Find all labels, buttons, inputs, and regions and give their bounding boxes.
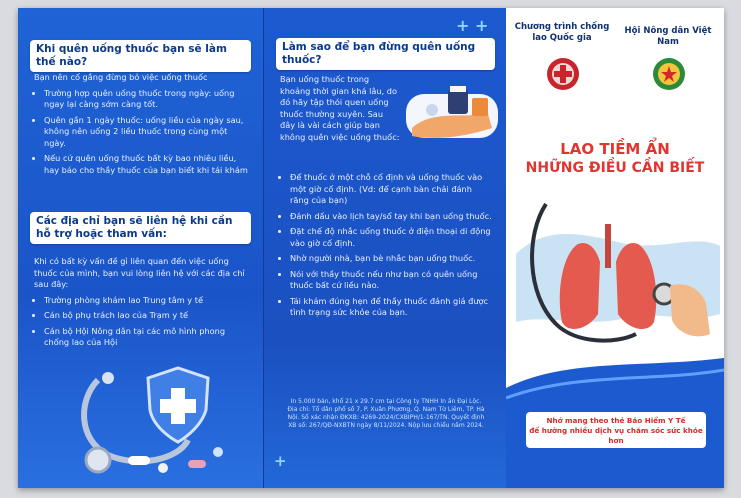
forgot-medication-heading: Khi quên uống thuốc bạn sẽ làm thế nào? bbox=[30, 40, 251, 72]
list-item: • Trường hợp quên uống thuốc trong ngày: uống ngay lại càng sớm càng tốt. bbox=[44, 88, 248, 111]
plus-decoration-icon: + bbox=[274, 452, 287, 470]
remember-intro: Bạn uống thuốc trong khoảng thời gian khá lâu, do đó hãy tập thói quen uống thuốc thường xuyên. Sau đây là vài cách giúp bạn không quên việc uống thuốc: bbox=[280, 74, 400, 142]
org-farmers-name: Hội Nông dân Việt Nam bbox=[624, 26, 712, 47]
org-ntp-name: Chương trình chống lao Quốc gia bbox=[514, 22, 610, 43]
brochure-sheet bbox=[18, 8, 724, 488]
tips-list bbox=[280, 172, 492, 319]
medical-illustration bbox=[68, 360, 238, 480]
list-item: • Quên gần 1 ngày thuốc: uống liều của ngày sau, không nên uống 2 liều thuốc trong cùng một ngày. bbox=[44, 115, 248, 150]
lungs-stethoscope-illustration bbox=[506, 194, 724, 370]
contacts-list bbox=[34, 295, 248, 349]
list-item: • Nhờ người nhà, bạn bè nhắc bạn uống thuốc. bbox=[290, 253, 492, 265]
contacts-intro: Khi có bất kỳ vấn đề gì liên quan đến việc uống thuốc của mình, bạn vui lòng liên hệ với các địa chỉ sau đây: bbox=[34, 256, 245, 289]
list-item: • Đặt chế độ nhắc uống thuốc ở điện thoại di động vào giờ cố định. bbox=[290, 226, 492, 249]
forgot-list bbox=[34, 88, 248, 177]
contacts-text bbox=[34, 256, 248, 353]
remember-tips bbox=[280, 172, 492, 323]
list-item: • Nói với thầy thuốc nếu như bạn có quên uống thuốc bất cứ liều nào. bbox=[290, 269, 492, 292]
medicine-bottle-icon bbox=[448, 90, 468, 114]
stethoscope-ear-icon bbox=[102, 372, 114, 384]
cover-title-line1: LAO TIỀM ẨN bbox=[560, 140, 670, 158]
stethoscope-chest-icon bbox=[86, 448, 110, 472]
forgot-medication-text bbox=[34, 72, 248, 180]
ntp-logo-icon bbox=[546, 56, 580, 92]
slogan-line2: để hưởng nhiều dịch vụ chăm sóc sức khỏe hơn bbox=[529, 426, 703, 445]
cover-panel bbox=[506, 8, 724, 488]
publication-info: In 5.000 bản, khổ 21 x 29.7 cm tại Công ty TNHH In ấn Đại Lộc. Địa chỉ: Tổ dân phố số 7, P. Xuân Phương, Q. Nam Từ Liêm, TP. Hà Nội. Số xác nhận ĐKXB: 4269-2024/CXBIPH/1-167/TN. Quyết định XB số: 267/QĐ-NXBTN ngày 8/11/2024. Nộp lưu chiểu năm 2024. bbox=[287, 398, 485, 429]
list-item: • Cán bộ Hội Nông dân tại các mô hình phong chống lao của Hội bbox=[44, 326, 248, 349]
list-item: • Để thuốc ở một chỗ cố định và uống thuốc vào một giờ cố định. (Vd: để cạnh bàn chải đánh răng của bạn) bbox=[290, 172, 492, 207]
cover-title-line2: NHỮNG ĐIỀU CẦN BIẾT bbox=[525, 160, 705, 176]
plus-decoration-icon: + + bbox=[456, 16, 489, 35]
pill-icon bbox=[128, 456, 150, 465]
forgot-intro: Bạn nên cố gắng đừng bỏ việc uống thuốc bbox=[34, 72, 208, 82]
list-item: • Cán bộ phụ trách lao của Trạm y tế bbox=[44, 310, 248, 322]
farmers-union-logo-icon bbox=[652, 56, 686, 92]
middle-panel bbox=[263, 8, 507, 488]
contacts-heading: Các địa chỉ bạn sẽ liên hệ khi cần hỗ trợ hoặc tham vấn: bbox=[30, 212, 251, 244]
medicine-hand-illustration bbox=[402, 80, 502, 148]
slogan-line1: Nhớ mang theo thẻ Bảo Hiểm Y Tế bbox=[546, 416, 686, 425]
list-item: • Nếu cứ quên uống thuốc bất kỳ bao nhiêu liều, hay báo cho thầy thuốc của bạn biết khi tái khám bbox=[44, 153, 248, 176]
insurance-reminder-banner bbox=[526, 412, 706, 448]
list-item: • Đánh dấu vào lịch tay/sổ tay khi bạn uống thuốc. bbox=[290, 211, 492, 223]
list-item: • Tái khám đúng hẹn để thầy thuốc đánh giá được tình trạng sức khỏe của bạn. bbox=[290, 296, 492, 319]
remember-medication-heading: Làm sao để bạn đừng quên uống thuốc? bbox=[276, 38, 495, 70]
left-panel bbox=[18, 8, 263, 488]
list-item: • Trường phòng khám lao Trung tâm y tế bbox=[44, 295, 248, 307]
